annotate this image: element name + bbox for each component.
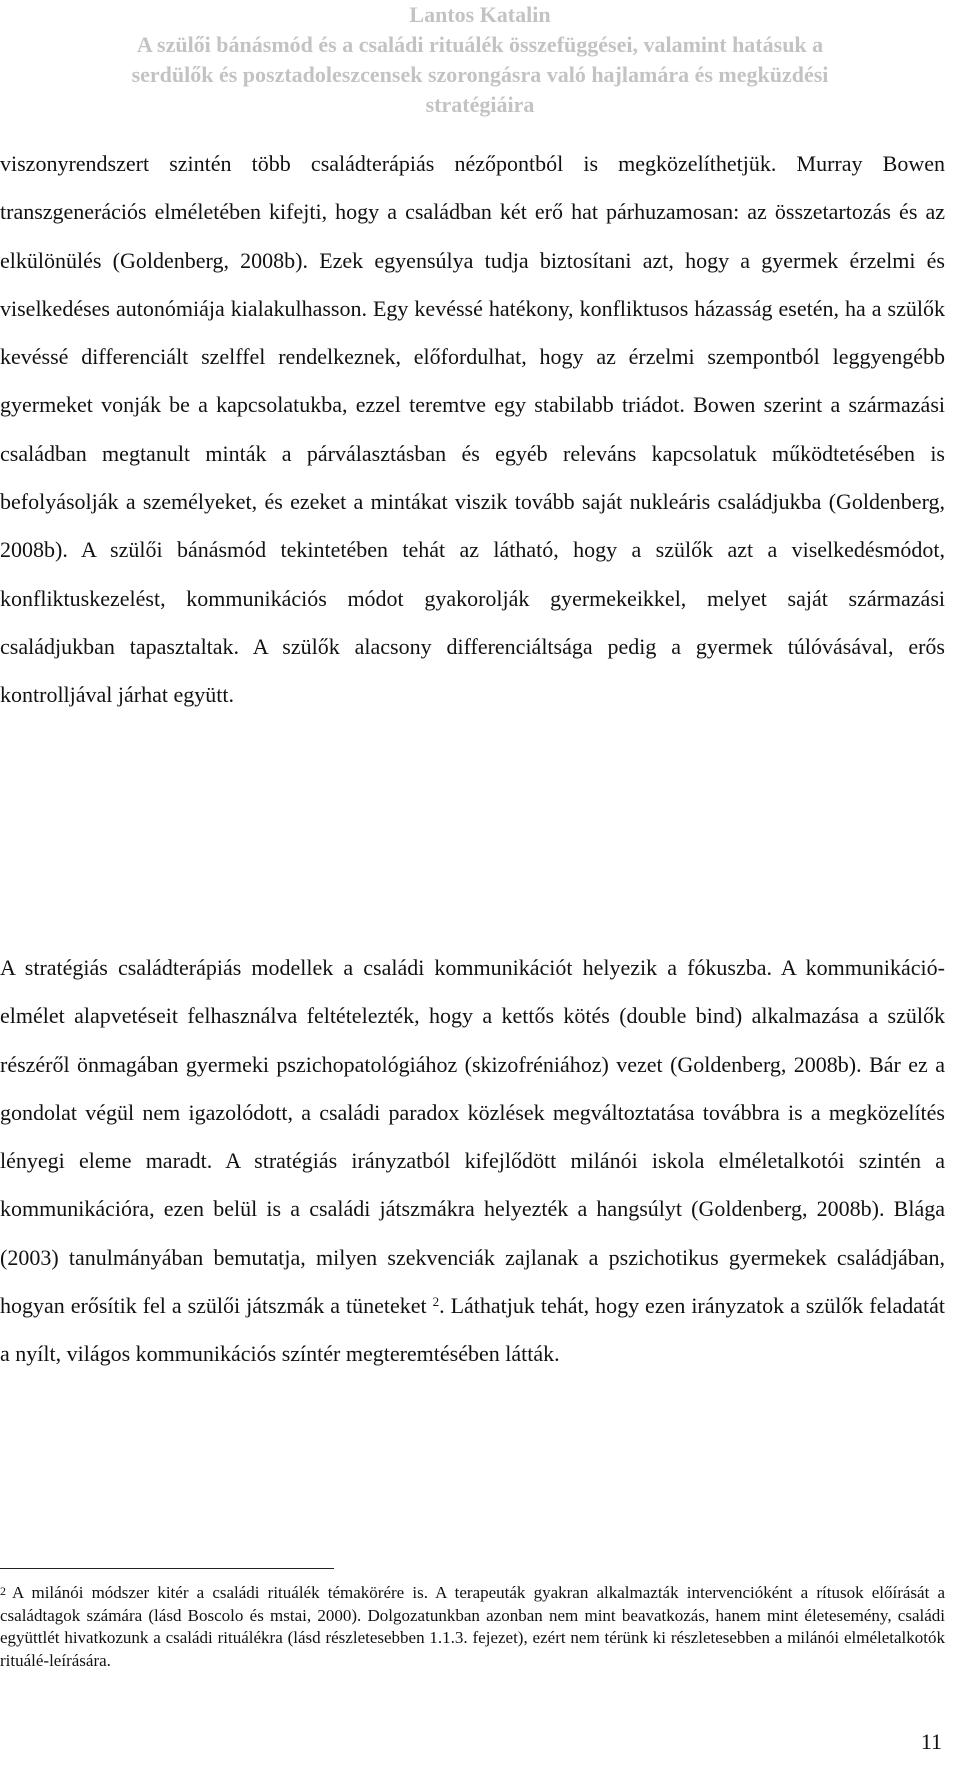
footnote-text: A milánói módszer kitér a családi rituálék témakörére is. A terapeuták gyakran alkalmazták intervencióként a rítusok előírását a családtagok számára (lásd Boscolo és mstai, 2000). Dolgozatunkban azonban nem mint beavatkozás, hanem mint életesemény, családi együttlét hivatkozunk a családi rituálékra (lásd részletesebben 1.1.3. fejezet), ezért nem térünk ki részletesebben a milánói elméletalkotók rituálé-leírására. [0, 1583, 945, 1670]
paragraph-2-text: A stratégiás családterápiás modellek a családi kommunikációt helyezik a fókuszba. A kommunikáció-elmélet alapvetéseit felhasználva feltételezték, hogy a kettős kötés (double bind) alkalmazása a szülők részéről önmagában gyermeki pszichopatológiához (skizofréniához) vezet (Goldenberg, 2008b). Bár ez a gondolat végül nem igazolódott, a családi paradox közlések megváltoztatása továbbra is a megközelítés lényegi eleme maradt. A stratégiás irányzatból kifejlődött milánói iskola elméletalkotói szintén a kommunikációra, ezen belül is a családi játszmákra helyezték a hangsúlyt (Goldenberg, 2008b). Blága (2003) tanulmányában bemutatja, milyen szekvenciák zajlanak a pszichotikus gyermekek családjában, hogyan erősítik fel a szülői játszmák a tüneteket [0, 955, 945, 1319]
running-header [0, 0, 960, 120]
paragraph-2-continuation: . Láthatjuk tehát, hogy ezen irányzatok a szülők feladatát a nyílt, világos kommunikációs színtér megteremtésében látták. [0, 1293, 945, 1367]
footnote-reference[interactable]: 2 [432, 1294, 440, 1310]
header-title-line-1: A szülői bánásmód és a családi rituálék összefüggései, valamint hatásuk a [136, 32, 824, 57]
footnote-number: 2 [0, 1584, 6, 1598]
header-title-line-2: serdülők és posztadoleszcensek szorongásra való hajlamára és megküzdési [131, 62, 829, 87]
body-paragraph-2 [0, 944, 945, 1379]
page-number: 11 [920, 1729, 942, 1754]
footnote-separator [0, 1568, 334, 1569]
header-title-line-3: stratégiáira [425, 92, 535, 117]
body-paragraph-1: viszonyrendszert szintén több családterápiás nézőpontból is megközelíthetjük. Murray Bowen transzgenerációs elméletében kifejti, hogy a családban két erő hat párhuzamosan: az összetartozás és az elkülönülés (Goldenberg, 2008b). Ezek egyensúlya tudja biztosítani azt, hogy a gyermek érzelmi és viselkedéses autonómiája kialakulhasson. Egy kevéssé hatékony, konfliktusos házasság esetén, ha a szülők kevéssé differenciált szelffel rendelkeznek, előfordulhat, hogy az érzelmi szempontból leggyengébb gyermeket vonják be a kapcsolatukba, ezzel teremtve egy stabilabb triádot. Bowen szerint a származási családban megtanult minták a párválasztásban és egyéb releváns kapcsolatuk működtetésében is befolyásolják a személyeket, és ezeket a mintákat viszik tovább saját nukleáris családjukba (Goldenberg, 2008b). A szülői bánásmód tekintetében tehát az látható, hogy a szülők azt a viselkedésmódot, konfliktuskezelést, kommunikációs módot gyakorolják gyermekeikkel, melyet saját származási családjukban tapasztaltak. A szülők alacsony differenciáltsága pedig a gyermek túlóvásával, erős kontrolljával járhat együtt. [0, 151, 945, 708]
footnote [0, 1582, 945, 1672]
header-author: Lantos Katalin [409, 2, 551, 27]
